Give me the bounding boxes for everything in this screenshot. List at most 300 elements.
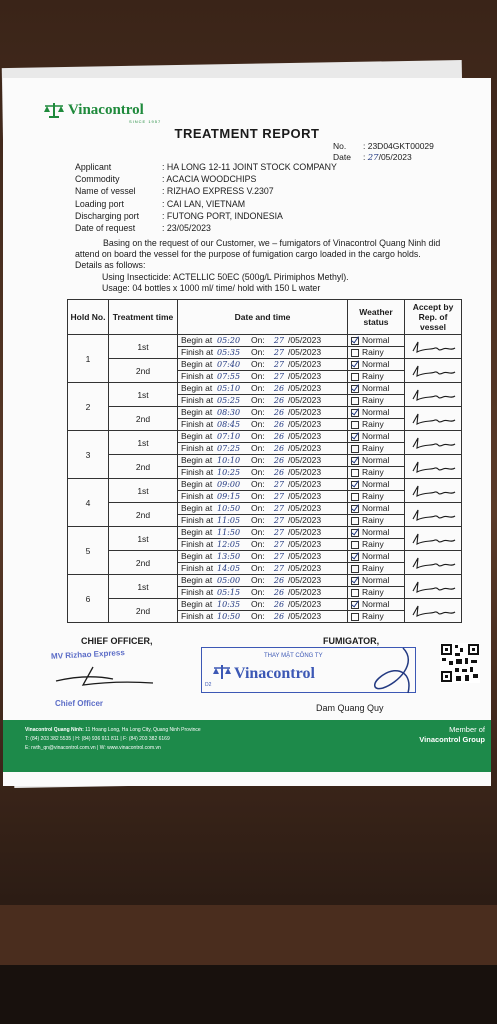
date-suffix: /05/2023 <box>288 491 322 501</box>
vessel-rep-signature <box>409 411 457 427</box>
weather-cell <box>348 455 405 479</box>
date-suffix: /05/2023 <box>288 515 322 525</box>
finish-label: Finish at <box>181 491 214 501</box>
scales-logo-icon <box>43 101 65 119</box>
weather-cell <box>348 503 405 527</box>
accept-signature <box>405 528 461 550</box>
treatment-time: 1st <box>109 527 178 551</box>
begin-line <box>178 335 347 346</box>
vinacontrol-logo <box>43 101 144 119</box>
date-time-cell <box>178 575 348 599</box>
on-label: On: <box>251 383 265 393</box>
weather-rainy-label: Rainy <box>362 467 384 477</box>
weather-normal-label: Normal <box>362 335 390 345</box>
info-row <box>75 210 337 222</box>
begin-time: 10:10 <box>217 456 241 465</box>
table-row <box>68 551 462 575</box>
finish-day: 26 <box>273 612 285 621</box>
weather-normal-label: Normal <box>362 407 390 417</box>
accept-cell <box>405 575 462 599</box>
vessel-rep-signature <box>409 387 457 403</box>
begin-line <box>178 431 347 442</box>
info-value: : HA LONG 12-11 JOINT STOCK COMPANY <box>162 162 337 172</box>
finish-time: 09:15 <box>217 492 241 501</box>
accept-cell <box>405 431 462 455</box>
begin-day: 26 <box>273 600 285 609</box>
begin-label: Begin at <box>181 551 213 561</box>
weather-normal-line <box>348 431 404 442</box>
finish-label: Finish at <box>181 443 214 453</box>
on-label: On: <box>251 335 265 345</box>
table-row <box>68 479 462 503</box>
vessel-rep-signature <box>409 363 457 379</box>
treatment-time: 2nd <box>109 599 178 623</box>
weather-rainy-label: Rainy <box>362 587 384 597</box>
weather-rainy-checkbox <box>351 421 359 429</box>
stamp-small-text: THAY MẶT CÔNG TY <box>264 653 323 659</box>
header-weather: Weather status <box>348 300 405 335</box>
date-suffix: /05/2023 <box>288 359 322 369</box>
weather-rainy-line <box>348 586 404 598</box>
finish-label: Finish at <box>181 395 214 405</box>
begin-time: 07:10 <box>217 432 241 441</box>
weather-rainy-checkbox <box>351 469 359 477</box>
begin-line <box>178 551 347 562</box>
finish-time: 07:25 <box>217 444 241 453</box>
info-row <box>75 222 337 234</box>
weather-cell <box>348 407 405 431</box>
accept-cell <box>405 335 462 359</box>
date-suffix: /05/2023 <box>288 467 322 477</box>
weather-normal-label: Normal <box>362 359 390 369</box>
on-label: On: <box>251 455 265 465</box>
begin-line <box>178 599 347 610</box>
date-suffix: /05/2023 <box>288 431 322 441</box>
weather-normal-line <box>348 503 404 514</box>
weather-rainy-checkbox <box>351 397 359 405</box>
on-label: On: <box>251 431 265 441</box>
stamp-code: D2 <box>205 682 212 688</box>
applicant-info <box>75 161 337 234</box>
begin-day: 27 <box>273 360 285 369</box>
begin-day: 26 <box>273 456 285 465</box>
begin-time: 10:35 <box>217 600 241 609</box>
table-row <box>68 455 462 479</box>
finish-day: 27 <box>273 372 285 381</box>
date-time-cell <box>178 383 348 407</box>
report-number-block <box>333 141 434 164</box>
weather-rainy-line <box>348 562 404 574</box>
date-suffix: /05/2023 <box>288 347 322 357</box>
on-label: On: <box>251 479 265 489</box>
table-row <box>68 407 462 431</box>
weather-normal-checkbox <box>351 457 359 465</box>
finish-label: Finish at <box>181 347 214 357</box>
accept-cell <box>405 407 462 431</box>
begin-label: Begin at <box>181 479 213 489</box>
accept-signature <box>405 600 461 622</box>
weather-normal-label: Normal <box>362 455 390 465</box>
hold-number: 5 <box>68 527 109 575</box>
footer-address: 11 Hoang Long, Ha Long City, Quang Ninh Province <box>83 727 201 733</box>
weather-normal-label: Normal <box>362 527 390 537</box>
date-suffix: /05/2023 <box>288 539 322 549</box>
accept-cell <box>405 479 462 503</box>
member-of-label: Member of <box>449 725 485 734</box>
signature-area <box>3 633 491 723</box>
qr-code-icon <box>440 643 480 683</box>
finish-day: 27 <box>273 516 285 525</box>
finish-line <box>178 538 347 550</box>
on-label: On: <box>251 551 265 561</box>
on-label: On: <box>251 359 265 369</box>
date-suffix: /05/2023 <box>288 479 322 489</box>
weather-normal-line <box>348 407 404 418</box>
begin-label: Begin at <box>181 575 213 585</box>
begin-time: 05:00 <box>217 576 241 585</box>
finish-day: 26 <box>273 444 285 453</box>
desk-edge <box>0 905 497 965</box>
begin-line <box>178 575 347 586</box>
weather-normal-checkbox <box>351 481 359 489</box>
treatment-report-document <box>3 78 491 786</box>
table-header-row <box>68 300 462 335</box>
begin-time: 11:50 <box>217 528 241 537</box>
date-time-cell <box>178 359 348 383</box>
weather-normal-checkbox <box>351 337 359 345</box>
treatment-time: 1st <box>109 383 178 407</box>
vessel-rep-signature <box>409 435 457 451</box>
finish-time: 10:50 <box>217 612 241 621</box>
finish-line <box>178 346 347 358</box>
weather-rainy-label: Rainy <box>362 491 384 501</box>
date-label: Date <box>333 152 351 162</box>
finish-time: 05:25 <box>217 396 241 405</box>
finish-line <box>178 586 347 598</box>
weather-rainy-label: Rainy <box>362 611 384 621</box>
weather-rainy-line <box>348 418 404 430</box>
weather-normal-checkbox <box>351 505 359 513</box>
footer-phones: T: (84) 203 382 5535 | H: (84) 936 911 811 | F: (84) 203 382 6169 <box>25 736 170 742</box>
on-label: On: <box>251 503 265 513</box>
begin-day: 27 <box>273 528 285 537</box>
begin-day: 27 <box>273 480 285 489</box>
treatment-time: 1st <box>109 575 178 599</box>
begin-label: Begin at <box>181 407 213 417</box>
weather-normal-checkbox <box>351 601 359 609</box>
weather-rainy-label: Rainy <box>362 563 384 573</box>
finish-line <box>178 490 347 502</box>
weather-rainy-line <box>348 610 404 622</box>
weather-cell <box>348 431 405 455</box>
vessel-rep-signature <box>409 507 457 523</box>
weather-normal-line <box>348 335 404 346</box>
footer-bar <box>3 720 491 772</box>
begin-line <box>178 527 347 538</box>
finish-day: 27 <box>273 348 285 357</box>
accept-cell <box>405 383 462 407</box>
header-treatment-time: Treatment time <box>109 300 178 335</box>
weather-normal-checkbox <box>351 529 359 537</box>
hold-number: 6 <box>68 575 109 623</box>
date-day-handwritten: 27 <box>367 153 379 163</box>
finish-line <box>178 514 347 526</box>
accept-cell <box>405 503 462 527</box>
hold-number: 2 <box>68 383 109 431</box>
weather-normal-label: Normal <box>362 575 390 585</box>
date-time-cell <box>178 551 348 575</box>
finish-label: Finish at <box>181 467 214 477</box>
treatment-time: 2nd <box>109 551 178 575</box>
date-suffix: /05/2023 <box>288 563 322 573</box>
vessel-rep-signature <box>409 459 457 475</box>
weather-cell <box>348 575 405 599</box>
on-label: On: <box>251 611 265 621</box>
accept-signature <box>405 408 461 430</box>
begin-label: Begin at <box>181 455 213 465</box>
table-body <box>68 335 462 623</box>
usage-line: Usage: 04 bottles x 1000 ml/ time/ hold with 150 L water <box>102 282 321 293</box>
finish-label: Finish at <box>181 611 214 621</box>
weather-cell <box>348 479 405 503</box>
accept-cell <box>405 599 462 623</box>
date-suffix: /05/2023 <box>288 407 322 417</box>
finish-line <box>178 418 347 430</box>
on-label: On: <box>251 407 265 417</box>
begin-time: 07:40 <box>217 360 241 369</box>
finish-time: 05:35 <box>217 348 241 357</box>
begin-label: Begin at <box>181 503 213 513</box>
on-label: On: <box>251 587 265 597</box>
vessel-rep-signature <box>409 603 457 619</box>
info-row <box>75 198 337 210</box>
finish-line <box>178 442 347 454</box>
weather-rainy-label: Rainy <box>362 539 384 549</box>
weather-rainy-line <box>348 370 404 382</box>
header-accept: Accept by Rep. of vessel <box>405 300 462 335</box>
begin-line <box>178 359 347 370</box>
weather-rainy-checkbox <box>351 541 359 549</box>
date-suffix: /05/2023 <box>288 551 322 561</box>
stamp-logo-icon <box>212 663 232 681</box>
finish-time: 08:45 <box>217 420 241 429</box>
finish-label: Finish at <box>181 539 214 549</box>
treatment-time: 2nd <box>109 359 178 383</box>
accept-signature <box>405 432 461 454</box>
chief-officer-signature <box>53 661 163 691</box>
begin-time: 05:20 <box>217 336 241 345</box>
treatment-table <box>67 299 462 623</box>
info-key: Loading port <box>75 198 124 209</box>
finish-time: 07:55 <box>217 372 241 381</box>
weather-rainy-label: Rainy <box>362 419 384 429</box>
weather-normal-label: Normal <box>362 503 390 513</box>
accept-signature <box>405 456 461 478</box>
date-suffix: /05/2023 <box>288 395 322 405</box>
info-value: : 23/05/2023 <box>162 223 211 234</box>
treatment-time: 2nd <box>109 503 178 527</box>
finish-line <box>178 370 347 382</box>
treatment-time: 2nd <box>109 407 178 431</box>
weather-cell <box>348 551 405 575</box>
on-label: On: <box>251 347 265 357</box>
treatment-time: 1st <box>109 335 178 359</box>
info-key: Date of request <box>75 223 136 234</box>
report-number: : 23D04GKT00029 <box>363 141 434 151</box>
date-suffix: /05/2023 <box>288 335 322 345</box>
info-value: : FUTONG PORT, INDONESIA <box>162 210 283 221</box>
weather-rainy-label: Rainy <box>362 347 384 357</box>
accept-cell <box>405 551 462 575</box>
info-row <box>75 161 337 173</box>
fumigator-name: Dam Quang Quy <box>316 703 384 713</box>
chief-officer-label: CHIEF OFFICER, <box>81 636 153 646</box>
accept-signature <box>405 504 461 526</box>
begin-time: 13:50 <box>217 552 241 561</box>
treatment-time: 2nd <box>109 455 178 479</box>
on-label: On: <box>251 599 265 609</box>
weather-normal-checkbox <box>351 433 359 441</box>
info-value: : CAI LAN, VIETNAM <box>162 198 246 209</box>
logo-since: SINCE 1957 <box>129 119 162 124</box>
accept-signature <box>405 360 461 382</box>
begin-line <box>178 455 347 466</box>
begin-label: Begin at <box>181 383 213 393</box>
finish-line <box>178 562 347 574</box>
footer-contact <box>25 726 201 753</box>
finish-day: 26 <box>273 468 285 477</box>
accept-cell <box>405 455 462 479</box>
date-suffix: /05/2023 <box>288 419 322 429</box>
begin-day: 27 <box>273 552 285 561</box>
weather-normal-line <box>348 479 404 490</box>
weather-normal-label: Normal <box>362 599 390 609</box>
begin-label: Begin at <box>181 527 213 537</box>
date-suffix: /05/2023 <box>288 383 322 393</box>
begin-day: 27 <box>273 504 285 513</box>
weather-cell <box>348 335 405 359</box>
weather-rainy-checkbox <box>351 589 359 597</box>
weather-normal-line <box>348 551 404 562</box>
date-suffix: /05/2023 <box>288 599 322 609</box>
ship-stamp: MV Rizhao Express <box>50 648 125 661</box>
info-key: Discharging port <box>75 210 140 221</box>
weather-rainy-label: Rainy <box>362 443 384 453</box>
date-suffix: /05/2023 <box>288 527 322 537</box>
on-label: On: <box>251 419 265 429</box>
finish-label: Finish at <box>181 587 214 597</box>
date-suffix: /05/2023 <box>288 455 322 465</box>
accept-cell <box>405 527 462 551</box>
finish-day: 26 <box>273 396 285 405</box>
begin-day: 26 <box>273 384 285 393</box>
weather-rainy-line <box>348 514 404 526</box>
weather-normal-checkbox <box>351 385 359 393</box>
date-time-cell <box>178 455 348 479</box>
header-hold-no: Hold No. <box>68 300 109 335</box>
begin-line <box>178 479 347 490</box>
finish-time: 11:05 <box>217 516 241 525</box>
date-suffix: /05/2023 <box>288 587 322 597</box>
weather-rainy-line <box>348 442 404 454</box>
insecticide-line: Using Insecticide: ACTELLIC 50EC (500g/L Pirimiphos Methyl). <box>102 271 349 282</box>
treatment-time: 1st <box>109 479 178 503</box>
no-label: No. <box>333 141 347 151</box>
table-row <box>68 575 462 599</box>
date-time-cell <box>178 527 348 551</box>
hold-number: 4 <box>68 479 109 527</box>
weather-normal-line <box>348 527 404 538</box>
begin-label: Begin at <box>181 335 213 345</box>
treatment-time: 1st <box>109 431 178 455</box>
begin-day: 26 <box>273 408 285 417</box>
date-suffix: /05/2023 <box>288 443 322 453</box>
date-time-cell <box>178 407 348 431</box>
footer-email-web: E: nvth_qn@vinacontrol.com.vn | W: www.vinacontrol.com.vn <box>25 745 161 751</box>
weather-rainy-label: Rainy <box>362 371 384 381</box>
weather-normal-checkbox <box>351 577 359 585</box>
weather-rainy-line <box>348 394 404 406</box>
accept-signature <box>405 336 461 358</box>
on-label: On: <box>251 371 265 381</box>
info-value: : ACACIA WOODCHIPS <box>162 174 257 185</box>
fumigator-label: FUMIGATOR, <box>323 636 380 646</box>
begin-line <box>178 383 347 394</box>
finish-time: 10:25 <box>217 468 241 477</box>
accept-signature <box>405 552 461 574</box>
finish-day: 27 <box>273 540 285 549</box>
floor-shadow <box>0 965 497 1024</box>
accept-cell <box>405 359 462 383</box>
vessel-rep-signature <box>409 531 457 547</box>
vessel-rep-signature <box>409 483 457 499</box>
finish-label: Finish at <box>181 515 214 525</box>
weather-normal-checkbox <box>351 409 359 417</box>
weather-rainy-label: Rainy <box>362 515 384 525</box>
info-key: Applicant <box>75 162 112 172</box>
weather-rainy-checkbox <box>351 565 359 573</box>
info-key: Commodity <box>75 174 120 185</box>
date-suffix: /05/2023 <box>288 371 322 381</box>
weather-normal-label: Normal <box>362 383 390 393</box>
on-label: On: <box>251 539 265 549</box>
date-suffix: /05/2023 <box>288 575 322 585</box>
begin-label: Begin at <box>181 599 213 609</box>
table-row <box>68 431 462 455</box>
weather-normal-line <box>348 599 404 610</box>
date-time-cell <box>178 431 348 455</box>
table-row <box>68 599 462 623</box>
weather-rainy-line <box>348 346 404 358</box>
date-time-cell <box>178 503 348 527</box>
finish-time: 12:05 <box>217 540 241 549</box>
begin-time: 09:00 <box>217 480 241 489</box>
info-row <box>75 173 337 185</box>
on-label: On: <box>251 527 265 537</box>
vessel-rep-signature <box>409 555 457 571</box>
weather-rainy-checkbox <box>351 445 359 453</box>
info-value: : RIZHAO EXPRESS V.2307 <box>162 186 274 197</box>
stamp-wordmark: Vinacontrol <box>234 665 315 682</box>
weather-cell <box>348 359 405 383</box>
accept-signature <box>405 576 461 598</box>
table-row <box>68 527 462 551</box>
header-date-time: Date and time <box>178 300 348 335</box>
begin-day: 26 <box>273 576 285 585</box>
date-time-cell <box>178 599 348 623</box>
info-row <box>75 185 337 197</box>
weather-rainy-line <box>348 538 404 550</box>
